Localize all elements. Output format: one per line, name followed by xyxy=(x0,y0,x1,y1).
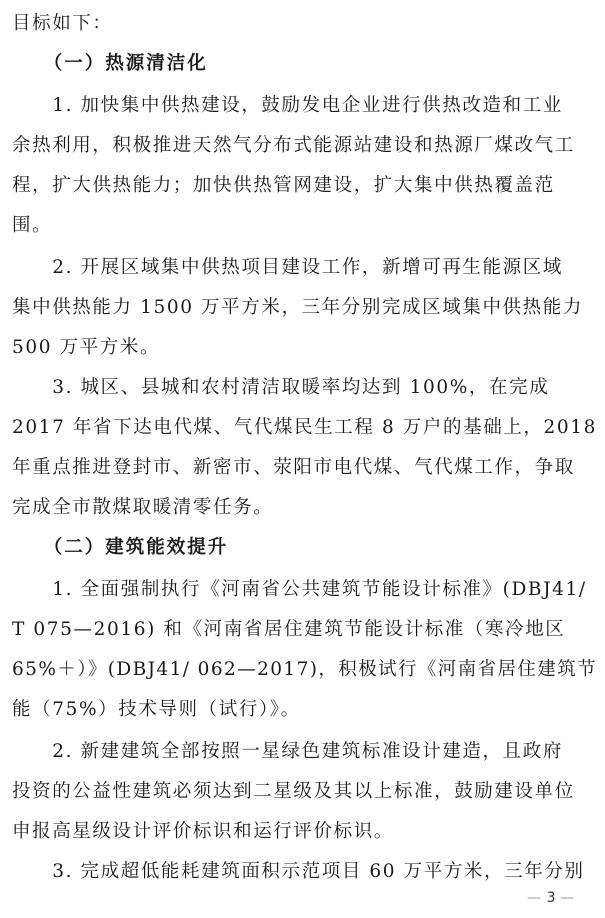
paragraph-line: 3. 完成超低能耗建筑面积示范项目 60 万平方米，三年分别 xyxy=(12,861,585,882)
paragraph-line: 围。 xyxy=(12,215,53,236)
paragraph-line: 集中供热能力 1500 万平方米，三年分别完成区域集中供热能力 xyxy=(12,297,583,318)
paragraph-line: 投资的公益性建筑必须达到二星级及其以上标准，鼓励建设单位 xyxy=(12,781,575,802)
page-number-prefix: — xyxy=(527,890,543,906)
paragraph-line: 年重点推进登封市、新密市、荥阳市电代煤、气代煤工作，争取 xyxy=(12,457,575,478)
paragraph-line: 余热利用，积极推进天然气分布式能源站建设和热源厂煤改气工 xyxy=(12,135,575,156)
paragraph-line: T 075—2016) 和《河南省居住建筑节能设计标准（寒冷地区 xyxy=(12,619,566,640)
paragraph-line: 程，扩大供热能力；加快供热管网建设，扩大集中供热覆盖范 xyxy=(12,175,555,196)
paragraph-line: 500 万平方米。 xyxy=(12,337,161,358)
page-number-suffix: — xyxy=(560,890,575,906)
paragraph-line: 2. 开展区域集中供热项目建设工作，新增可再生能源区域 xyxy=(12,257,563,278)
section-heading-building-efficiency: （二）建筑能效提升 xyxy=(12,537,229,558)
paragraph-line: 1. 全面强制执行《河南省公共建筑节能设计标准》(DBJ41/ xyxy=(12,579,587,600)
paragraph-line: 65%＋）》(DBJ41/ 062—2017)，积极试行《河南省居住建筑节 xyxy=(12,659,597,680)
paragraph-line: 2017 年省下达电代煤、气代煤民生工程 8 万户的基础上，2018 xyxy=(12,417,597,438)
paragraph-line: 2. 新建建筑全部按照一星绿色建筑标准设计建造，且政府 xyxy=(12,741,563,762)
intro-text: 目标如下： xyxy=(12,13,113,34)
page-number-value: 3 xyxy=(546,890,556,906)
paragraph-line: 完成全市散煤取暖清零任务。 xyxy=(12,497,274,518)
paragraph-line: 1. 加快集中供热建设，鼓励发电企业进行供热改造和工业 xyxy=(12,95,563,116)
page-number xyxy=(527,888,575,908)
paragraph-line: 申报高星级设计评价标识和运行评价标识。 xyxy=(12,821,394,842)
paragraph-line: 能（75%）技术导则（试行）》。 xyxy=(12,699,301,720)
section-heading-heat-source: （一）热源清洁化 xyxy=(12,53,208,74)
paragraph-line: 3. 城区、县城和农村清洁取暖率均达到 100%，在完成 xyxy=(12,377,550,398)
